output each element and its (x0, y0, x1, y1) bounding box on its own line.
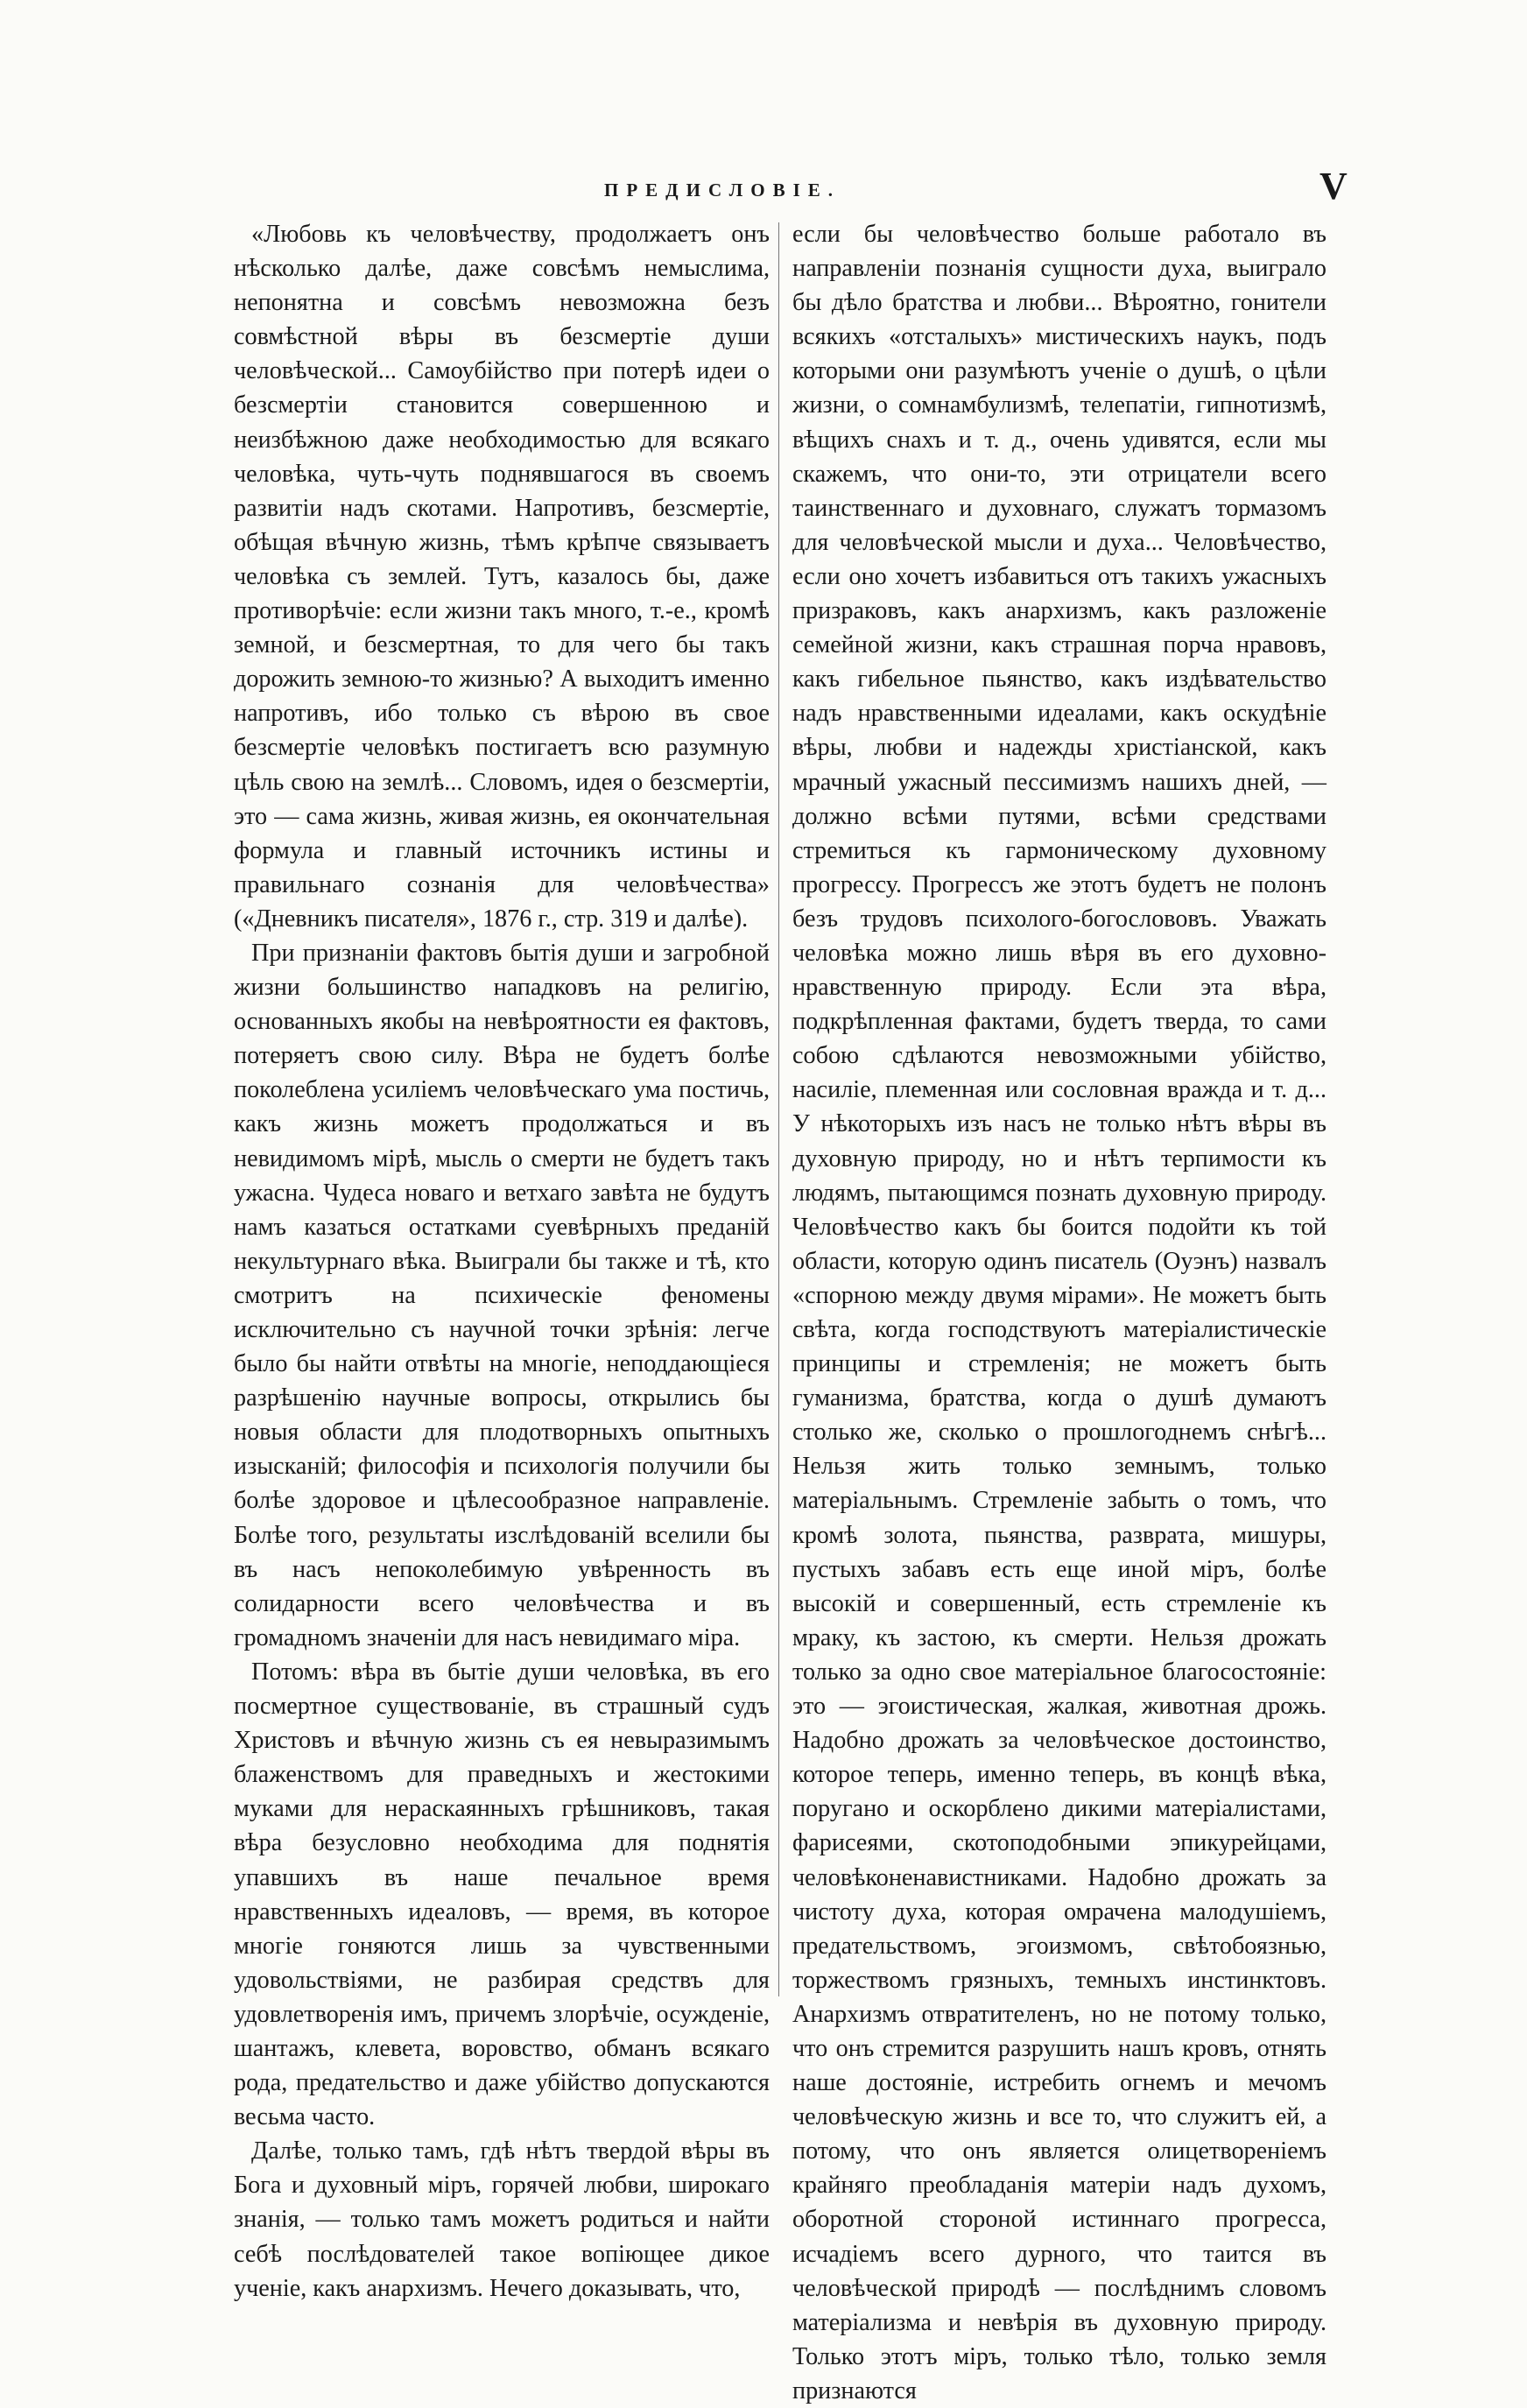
paragraph: Потомъ: вѣра въ бытіе души человѣка, въ его посмертное существованіе, въ страшный судъ Христовъ и вѣчную жизнь съ ея невыразимымъ блаженствомъ для праведныхъ и жестокими муками для нераскаянныхъ грѣшниковъ, такая вѣра безусловно необходима для поднятія упавшихъ въ наше печальное время нравственныхъ идеаловъ, — время, въ которое многіе гоняются лишь за чувственными удовольствіями, не разбирая средствъ для удовлетворенія имъ, причемъ злорѣчіе, осужденіе, шантажъ, клевета, воровство, обманъ всякаго рода, предательство и даже убійство допускаются весьма часто. (234, 1658, 770, 2131)
left-column (234, 217, 770, 2306)
paragraph: «Любовь къ человѣчеству, продолжаетъ онъ нѣсколько далѣе, даже совсѣмъ немыслима, непонятна и совсѣмъ невозможна безъ совмѣстной вѣры въ безсмертіе души человѣческой... Самоубійство при потерѣ идеи о безсмертіи становится совершенною и неизбѣжною даже необходимостью для всякаго человѣка, чуть-чуть поднявшагося въ своемъ развитіи надъ скотами. Напротивъ, безсмертіе, обѣщая вѣчную жизнь, тѣмъ крѣпче связываетъ человѣка съ землей. Тутъ, казалось бы, даже противорѣчіе: если жизни такъ много, т.-е., кромѣ земной, и безсмертная, то для чего бы такъ дорожить земною-то жизнью? А выходитъ именно напротивъ, ибо только съ вѣрою въ свое безсмертіе человѣкъ постигаетъ всю разумную цѣль свою на землѣ... Словомъ, идея о безсмертіи, это — сама жизнь, живая жизнь, ея окончательная формула и главный источникъ истины и правильнаго сознанія для человѣчества» («Дневникъ писателя», 1876 г., стр. 319 и далѣе). (234, 221, 770, 933)
paragraph: Далѣе, только тамъ, гдѣ нѣтъ твердой вѣры въ Бога и духовный міръ, горячей любви, широкаго знанія, — только тамъ можетъ родиться и найти себѣ послѣдователей такое вопіющее дикое ученіе, какъ анархизмъ. Нечего доказывать, что, (234, 2137, 770, 2302)
page-header (0, 165, 1527, 215)
page-number: V (1319, 165, 1348, 208)
paragraph: если бы человѣчество больше работало въ направленіи познанія сущности духа, выиграло бы дѣло братства и любви... Вѣроятно, гонители всякихъ «отсталыхъ» мистическихъ наукъ, подъ которыми они разумѣютъ ученіе о душѣ, о цѣли жизни, о сомнамбулизмѣ, телепатіи, гипнотизмѣ, вѣщихъ снахъ и т. д., очень удивятся, если мы скажемъ, что они-то, эти отрицатели всего таинственнаго и духовнаго, служатъ тормазомъ для человѣческой мысли и духа... Человѣчество, если оно хочетъ избавиться отъ такихъ ужасныхъ призраковъ, какъ анархизмъ, какъ разложеніе семейной жизни, какъ страшная порча нравовъ, какъ гибельное пьянство, какъ издѣвательство надъ нравственными идеалами, какъ оскудѣніе вѣры, любви и надежды христіанской, какъ мрачный ужасный пессимизмъ нашихъ дней, — должно всѣми путями, всѣми средствами стремиться къ гармоническому духовному прогрессу. Прогрессъ же этотъ будетъ не полонъ безъ трудовъ психолого-богослововъ. Уважать человѣка можно лишь вѣря въ его духовно-нравственную природу. Если эта вѣра, подкрѣпленная фактами, будетъ тверда, то сами собою сдѣлаются невозможными убійство, насиліе, племенная или сословная вражда и т. д... У нѣкоторыхъ изъ насъ не только нѣтъ вѣры въ духовную природу, но и нѣтъ терпимости къ людямъ, пытающимся познать духовную природу. Человѣчество какъ бы боится подойти къ той области, которую одинъ писатель (Оуэнъ) назвалъ «спорною между двумя мірами». Не можетъ быть свѣта, когда господствуютъ матеріалистическіе принципы и стремленія; не можетъ быть гуманизма, братства, когда о душѣ думаютъ столько же, сколько о прошлогоднемъ снѣгѣ... Нельзя жить только земнымъ, только матеріальнымъ. Стремленіе забыть о томъ, что кромѣ золота, пьянства, разврата, мишуры, пустыхъ забавъ есть еще иной міръ, болѣе высокій и совершенный, есть стремленіе къ мраку, къ застою, къ смерти. Нельзя дрожать только за одно свое матеріальное благосостояніе: это — эгоистическая, жалкая, животная дрожь. Надобно дрожать за человѣческое достоинство, которое теперь, именно теперь, въ концѣ вѣка, поругано и оскорблено дикими матеріалистами, фарисеями, скотоподобными эпикурейцами, человѣконенавистниками. Надобно дрожать за чистоту духа, которая омрачена малодушіемъ, предательствомъ, эгоизмомъ, свѣтобоязнью, торжествомъ грязныхъ, темныхъ инстинктовъ. Анархизмъ отвратителенъ, но не потому только, что онъ стремится разрушить нашъ кровъ, отнять наше достояніе, истребить огнемъ и мечомъ человѣческую жизнь и все то, что служитъ ей, а потому, что онъ является олицетвореніемъ крайняго преобладанія матеріи надъ духомъ, оборотной стороной истиннаго прогресса, исчадіемъ всего дурного, что таится въ человѣческой природѣ — послѣднимъ словомъ матеріализма и невѣрія въ духовную природу. Только этотъ міръ, только тѣло, только земля признаются (792, 221, 1326, 2404)
running-head: ПРЕДИСЛОВІЕ. (604, 180, 841, 201)
column-divider (778, 222, 779, 1996)
right-column (792, 217, 1326, 2408)
paragraph: При признаніи фактовъ бытія души и загробной жизни большинство нападковъ на религію, основанныхъ якобы на невѣроятности ея фактовъ, потеряетъ свою силу. Вѣра не будетъ болѣе поколеблена усиліемъ человѣческаго ума постичь, какъ жизнь можетъ продолжаться и въ невидимомъ мірѣ, мысль о смерти не будетъ такъ ужасна. Чудеса новаго и ветхаго завѣта не будутъ намъ казаться остатками суевѣрныхъ преданій некультурнаго вѣка. Выиграли бы также и тѣ, кто смотритъ на психическіе феномены исключительно съ научной точки зрѣнія: легче было бы найти отвѣты на многіе, неподдающіеся разрѣшенію научные вопросы, открылись бы новыя области для плодотворныхъ опытныхъ изысканій; философія и психологія получили бы болѣе здоровое и цѣлесообразное направленіе. Болѣе того, результаты изслѣдованій вселили бы въ насъ непоколебимую увѣренность въ солидарности всего человѣчества и въ громадномъ значеніи для насъ невидимаго міра. (234, 939, 770, 1651)
